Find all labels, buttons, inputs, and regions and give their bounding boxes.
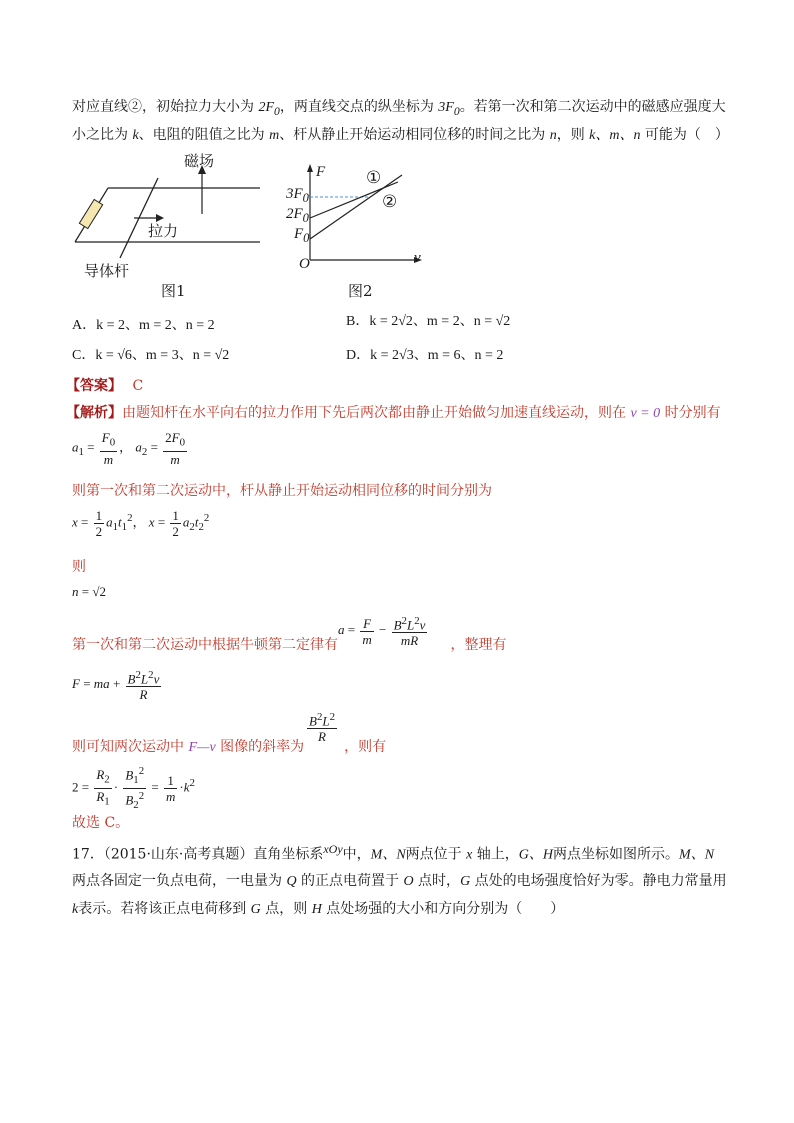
axis-label-v: v [414,250,421,266]
answer-label: 【答案】 [66,378,122,394]
analysis-label: 【解析】 [66,405,122,421]
intro-text: ，初始拉力大小为 [142,99,259,115]
analysis-line-4: 第一次和第二次运动中根据牛顿第二定律有 ，整理有 [72,637,507,653]
q17-line-1: 17．（2015·山东·高考真题）直角坐标系$^{xOy}$中，M、N两点位于 x 轴上，G、H两点坐标如图所示。M、N [72,842,715,863]
q17-line-2: 两点各固定一负点电荷，一电量为 Q 的正点电荷置于 O 点时，G 点处的电场强度恰好为零。静电力常量用 [72,873,727,889]
math-kmn: k、m、n [589,128,641,143]
math-m: m [269,128,280,143]
intro-text: 小之比为 [72,127,133,143]
eq-force: F = ma + $\frac{B^2L^2v}{R}$ [72,669,160,703]
intro-text: ，则 [556,127,590,143]
math-fv: F—v [188,740,216,755]
analysis-line-1: 【解析】由题知杆在水平向右的拉力作用下先后两次都由静止开始做匀加速直线运动，则在 v = 0 时分别有 [66,405,721,421]
origin-label: O [299,256,310,272]
option-c[interactable]: C．k = √6、m = 3、n = √2 [72,348,230,363]
analysis-line-3: 则 [72,559,86,575]
tick-f0: $F_0$ [294,226,310,245]
answer-value: C [132,378,144,394]
resistor-icon [79,199,102,228]
circle-number: ② [128,99,142,115]
option-b[interactable]: B．k = 2√2、m = 2、n = √2 [346,314,511,329]
intro-text: 、电阻的阻值之比为 [138,127,270,143]
analysis-line-5: 则可知两次运动中 F—v 图像的斜率为 ，则有 [72,739,387,755]
q17-line-3: k表示。若将该正点电荷移到 G 点，则 H 点处场强的大小和方向分别为（ ） [72,901,565,917]
intro-text: 对应直线 [72,99,128,115]
eq-displacement: x = $\frac{1}{2}$ $a_1t_1^2$， x = $\frac{1}{2}$ $a_2t_2^2$ [72,508,210,539]
line-2-label: ② [382,192,398,212]
eq-n: n = √2 [72,584,106,599]
y-axis-arrow-icon [307,164,313,172]
analysis-conclusion: 故选 C。 [72,815,130,831]
intro-text: ，两直线交点的纵坐标为 [279,99,439,115]
intro-text: 。若第一次和第二次运动中的磁感应强度大 [459,99,726,115]
eq-accelerations: $a_1$ = $\frac{F_0}{m}$ ， $a_2$ = $\frac{2F_0}{m}$ [72,430,186,467]
line-1-label: ① [366,168,382,188]
option-d[interactable]: D．k = 2√3、m = 6、n = 2 [346,348,504,363]
figure-1-caption: 图1 [161,282,186,300]
math-k: k [132,128,139,143]
intro-text: 可能为（ ） [640,127,729,143]
math-xoy: xOy [323,842,343,856]
label-pull-force: 拉力 [148,222,179,240]
answer-row [66,375,143,395]
tick-3f0: $3F_0$ [286,186,309,205]
eq-slope: $\frac{B^2L^2}{R}$ [309,711,336,745]
label-conductor-rod: 导体杆 [84,262,130,280]
intro-line-1: 对应直线②，初始拉力大小为 $2F_0$，两直线交点的纵坐标为 $3F_0$。若第一次和第二次运动中的磁感应强度大 [72,99,726,118]
math-n: n [549,128,557,143]
intro-line-2 [72,124,729,144]
math-3f0: 3F [438,100,454,115]
eq-newton: a = $\frac{F}{m}$ − $\frac{B^2L^2v}{mR}$ [338,615,426,649]
intro-text: 、杆从静止开始运动相同位移的时间之比为 [279,127,550,143]
label-magnetic-field: 磁场 [184,152,215,170]
math-v0: v = 0 [630,406,661,421]
axis-label-f: F [316,164,326,180]
eq-ratio: 2 = $\frac{R_2}{R_1}$ · $\frac{B_1^2}{B_2^2}$ = $\frac{1}{m}$ $\cdot k^2$ [72,765,195,811]
option-a[interactable]: A．k = 2、m = 2、n = 2 [72,318,215,333]
analysis-line-2: 则第一次和第二次运动中，杆从静止开始运动相同位移的时间分别为 [72,483,492,499]
figure-2-caption: 图2 [348,282,373,300]
math-2f0: 2F [258,100,275,115]
tick-2f0: $2F_0$ [286,206,309,225]
